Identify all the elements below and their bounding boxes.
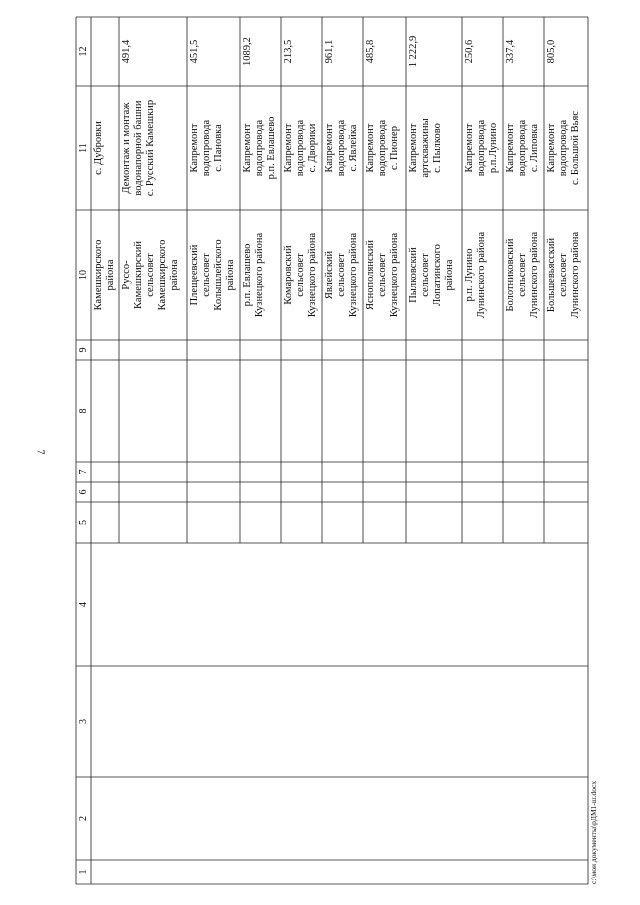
cell-line: с. Русский Камешкир [145,99,156,197]
cell-col11 [119,86,187,210]
cell-line: сельсовет [295,253,306,297]
cell-col11 [322,86,363,210]
cell-line: Капремонт [283,123,294,173]
cell-line: р.п. Евлашево [242,243,253,307]
column-header-9: 9 [77,347,89,353]
cell-col12: 485,8 [365,39,376,64]
cell-col10 [406,210,462,340]
column-header-3: 3 [77,719,89,724]
cell-line: водопровода [295,119,306,177]
cell-line: района [169,259,180,291]
cell-line: Болотниковский [505,238,516,312]
column-header-10: 10 [77,270,89,280]
cell-line: водопровода [517,119,528,177]
cell-line: водопровода [377,119,388,177]
cell-line: сельсовет [558,253,569,297]
cell-col11 [363,86,406,210]
cell-line: Капремонт [505,123,516,173]
column-header-5: 5 [77,520,89,525]
cell-line: Капремонт [324,123,335,173]
cell-col12: 213,5 [283,39,294,64]
cell-col10 [462,210,503,340]
cell-line: водопровода [558,119,569,177]
cell-line: р.п.Лунино [488,122,499,174]
cell-line: Капремонт [464,123,475,173]
data-table [76,17,588,884]
cell-line: с. Дубровки [93,121,104,175]
cell-col10 [240,210,281,340]
cell-col11 [281,86,322,210]
cell-line: Руссо- [121,260,132,290]
cell-col11 [187,86,240,210]
cell-line: водопровода [336,119,347,177]
table-content [76,17,588,884]
cell-line: с. Пионер [389,126,400,170]
cell-line: Капремонт [408,123,419,173]
column-header-11: 11 [77,143,89,153]
cell-col12 [91,17,119,86]
cell-col10 [119,210,187,340]
cell-line: сельсовет [145,253,156,297]
cell-line: Капремонт [242,123,253,173]
cell-col11 [503,86,544,210]
cell-line: с. Пановка [213,124,224,172]
cell-col10 [322,210,363,340]
column-header-6: 6 [77,489,89,495]
cell-line: водопровода [201,119,212,177]
cell-line: с. Большой Вьяс [570,111,581,185]
column-header-4: 4 [77,602,89,607]
cell-line: с. Дворики [307,123,318,173]
cell-line: с. Пылково [432,123,443,173]
page-number: 7 [34,449,46,455]
cell-col12: 1 222,9 [408,35,419,68]
cell-line: Большевьясский [546,237,557,313]
column-header-2: 2 [77,816,89,821]
column-header-12: 12 [77,46,89,57]
cell-col10 [544,210,588,340]
cell-col11 [462,86,503,210]
cell-line: Лопатинского [432,244,443,306]
cell-line: сельсовет [517,253,528,297]
cell-line: Колышлейского [213,239,224,311]
cell-line: Пылковский [408,247,419,303]
cell-line: сельсовет [420,253,431,297]
cell-col12: 961,1 [324,39,335,64]
cell-line: р.п. Евлашево [266,116,277,180]
cell-line: Капремонт [189,123,200,173]
cell-line: сельсовет [377,253,388,297]
cell-line: района [105,259,116,291]
cell-col12: 451,5 [189,39,200,64]
column-header-7: 7 [77,469,89,475]
cell-line: Камешкирского [157,239,168,311]
cell-col12: 491,4 [121,39,132,64]
cell-line: Комаровский [283,245,294,305]
cell-line: водонапорной башни [133,100,144,196]
cell-line: Лунинского района [570,231,581,319]
column-header-8: 8 [77,408,89,414]
cell-col11 [406,86,462,210]
cell-col11 [544,86,588,210]
cell-col12: 1089,2 [242,37,253,66]
cell-col12: 250,6 [464,39,475,64]
cell-col10 [91,210,119,340]
cell-col12: 805,0 [546,39,557,64]
cell-line: Демонтаж и монтаж [121,102,132,194]
cell-line: сельсовет [336,253,347,297]
cell-line: Яснополянский [365,240,376,310]
cell-line: р.п. Лунино [464,248,475,302]
cell-col10 [503,210,544,340]
cell-line: Капремонт [546,123,557,173]
cell-line: водопровода [476,119,487,177]
cell-col12: 337,4 [505,39,516,64]
cell-line: Кузнецкого района [389,232,400,318]
cell-line: Камешкирский [133,241,144,309]
footer-file-path: c:\мои документы\рДМ1-ш.docx [589,780,598,884]
cell-col11 [91,86,119,210]
cell-col10 [281,210,322,340]
cell-line: водопровода [254,119,265,177]
cell-line: Кузнецкого района [254,232,265,318]
cell-line: с. Явлейка [348,124,359,172]
cell-line: района [225,259,236,291]
cell-col10 [187,210,240,340]
cell-line: Плещеевский [189,244,200,306]
cell-col10 [363,210,406,340]
cell-line: Лунинского района [529,231,540,319]
cell-line: Кузнецкого района [307,232,318,318]
column-header-1: 1 [77,869,89,875]
cell-line: Камешкирского [93,239,104,311]
cell-line: сельсовет [201,253,212,297]
cell-line: района [444,259,455,291]
cell-line: с. Липовка [529,123,540,173]
cell-line: Лунинского района [476,231,487,319]
cell-line: Капремонт [365,123,376,173]
cell-line: Явлейский [324,250,335,300]
cell-col11 [240,86,281,210]
cell-line: артскважины [420,118,431,178]
cell-line: Кузнецкого района [348,232,359,318]
